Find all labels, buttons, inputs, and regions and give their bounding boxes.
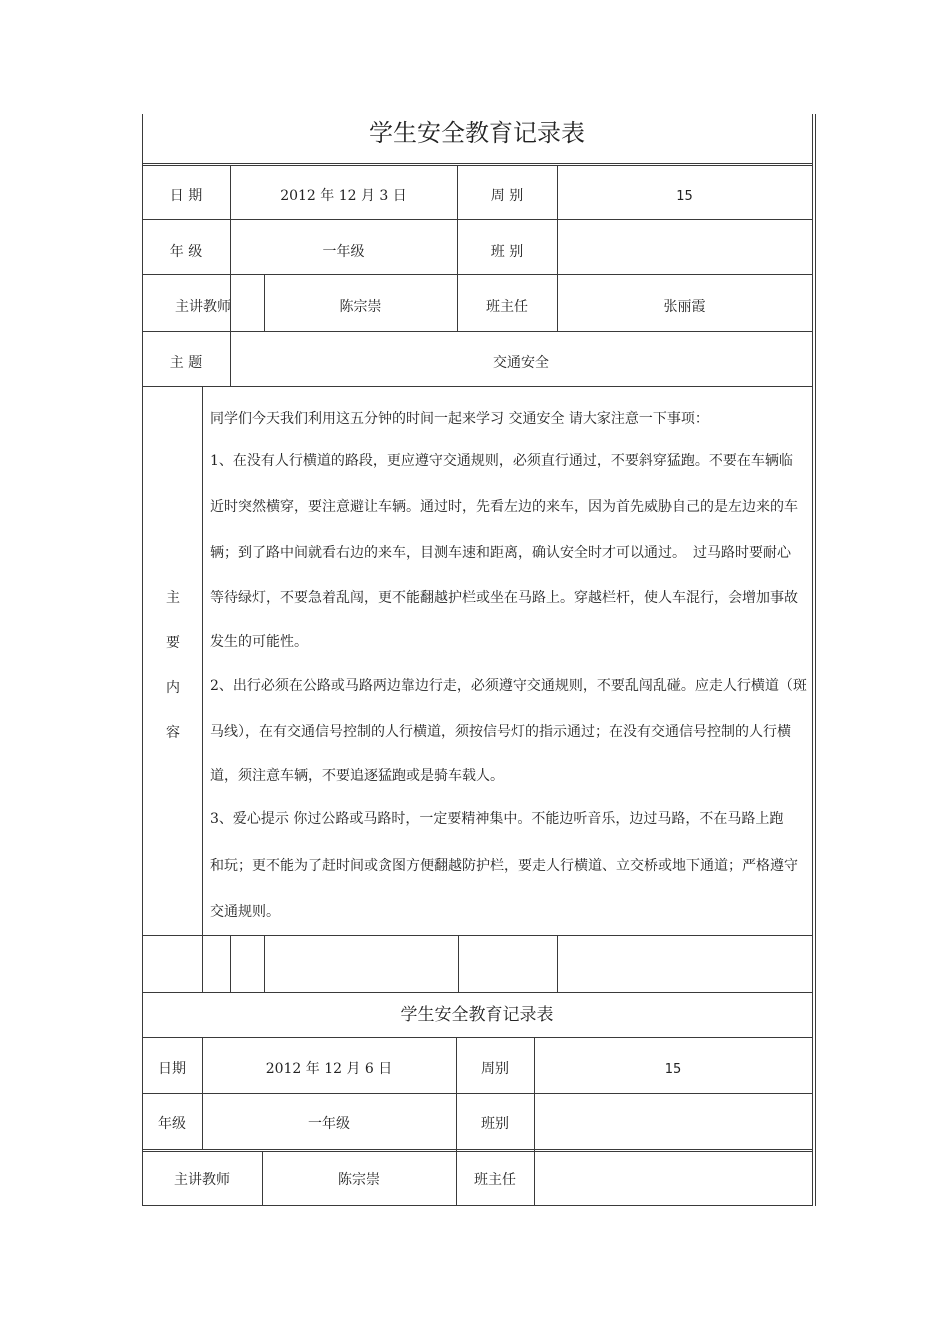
head-teacher-label: 班主任	[474, 1172, 516, 1188]
topic-value: 交通安全	[493, 355, 549, 371]
content-line: 辆；到了路中间就看右边的来车，目测车速和距离，确认安全时才可以通过。 过马路时要耐心	[210, 545, 791, 561]
content-label-char: 容	[166, 725, 180, 741]
content-line: 和玩；更不能为了赶时间或贪图方便翻越防护栏，要走人行横道、立交桥或地下通道；严格遵守	[210, 858, 798, 874]
week-label: 周 别	[490, 188, 524, 204]
topic-label: 主 题	[169, 355, 203, 371]
content-line: 道，须注意车辆，不要追逐猛跑或是骑车载人。	[210, 768, 504, 784]
table-rule	[142, 274, 813, 275]
content-label-char: 内	[166, 680, 180, 696]
content-line: 等待绿灯，不要急着乱闯，更不能翻越护栏或坐在马路上。穿越栏杆，使人车混行，会增加事故	[210, 590, 798, 606]
table-rule	[230, 935, 231, 992]
table-rule	[142, 165, 813, 166]
teacher-value: 陈宗崇	[339, 299, 382, 315]
grade-value: 一年级	[322, 244, 365, 260]
head-teacher-value: 张丽霞	[663, 299, 706, 315]
table-rule	[142, 935, 813, 936]
form1-title: 学生安全教育记录表	[369, 119, 585, 147]
table-rule	[142, 219, 813, 220]
content-label-char: 要	[166, 635, 180, 651]
table-rule	[142, 331, 813, 332]
content-line: 近时突然横穿，要注意避让车辆。通过时，先看左边的来车，因为首先威胁自己的是左边来的车	[210, 499, 798, 515]
teacher-label: 主讲教师	[174, 1172, 230, 1188]
content-label-char: 主	[166, 590, 180, 606]
head-teacher-label: 班主任	[486, 299, 528, 315]
table-rule	[142, 1149, 813, 1150]
content-line: 发生的可能性。	[210, 634, 308, 650]
grade-value: 一年级	[308, 1116, 350, 1132]
table-rule	[142, 1093, 813, 1094]
week-label: 周别	[481, 1061, 509, 1077]
table-border	[812, 992, 813, 1206]
table-rule	[142, 1037, 813, 1038]
table-rule	[142, 1151, 813, 1152]
content-line: 交通规则。	[210, 904, 280, 920]
table-border	[812, 114, 813, 992]
content-line: 马线），在有交通信号控制的人行横道，须按信号灯的指示通过；在没有交通信号控制的人行横	[210, 724, 791, 740]
content-line: 3、爱心提示 你过公路或马路时，一定要精神集中。不能边听音乐，边过马路，不在马路上跑	[210, 811, 784, 827]
date-label: 日期	[158, 1061, 186, 1077]
table-rule	[557, 935, 558, 992]
content-line: 同学们今天我们利用这五分钟的时间一起来学习 交通安全 请大家注意一下事项：	[210, 411, 709, 427]
grade-label: 年 级	[169, 244, 203, 260]
teacher-value: 陈宗崇	[338, 1172, 380, 1188]
table-rule	[458, 935, 459, 992]
grade-label: 年级	[158, 1116, 186, 1132]
content-line: 2、出行必须在公路或马路两边靠边行走，必须遵守交通规则，不要乱闯乱碰。应走人行横道（斑	[210, 678, 807, 694]
week-value: 15	[664, 1062, 682, 1077]
class-label: 班别	[481, 1116, 509, 1132]
content-line: 1、在没有人行横道的路段，更应遵守交通规则，必须直行通过，不要斜穿猛跑。不要在车辆临	[210, 453, 793, 469]
teacher-label: 主讲教师	[175, 299, 231, 315]
table-rule	[142, 163, 813, 164]
form2-title: 学生安全教育记录表	[400, 1005, 554, 1025]
table-rule	[142, 1205, 813, 1206]
table-rule	[142, 386, 813, 387]
table-rule	[142, 992, 813, 993]
table-rule	[202, 386, 203, 992]
table-rule	[264, 935, 265, 992]
date-value: 2012 年 12 月 3 日	[280, 188, 407, 204]
class-label: 班 别	[490, 244, 524, 260]
table-border	[815, 114, 816, 1206]
date-label: 日 期	[169, 188, 203, 204]
week-value: 15	[676, 189, 693, 204]
date-value: 2012 年 12 月 6 日	[265, 1061, 393, 1077]
